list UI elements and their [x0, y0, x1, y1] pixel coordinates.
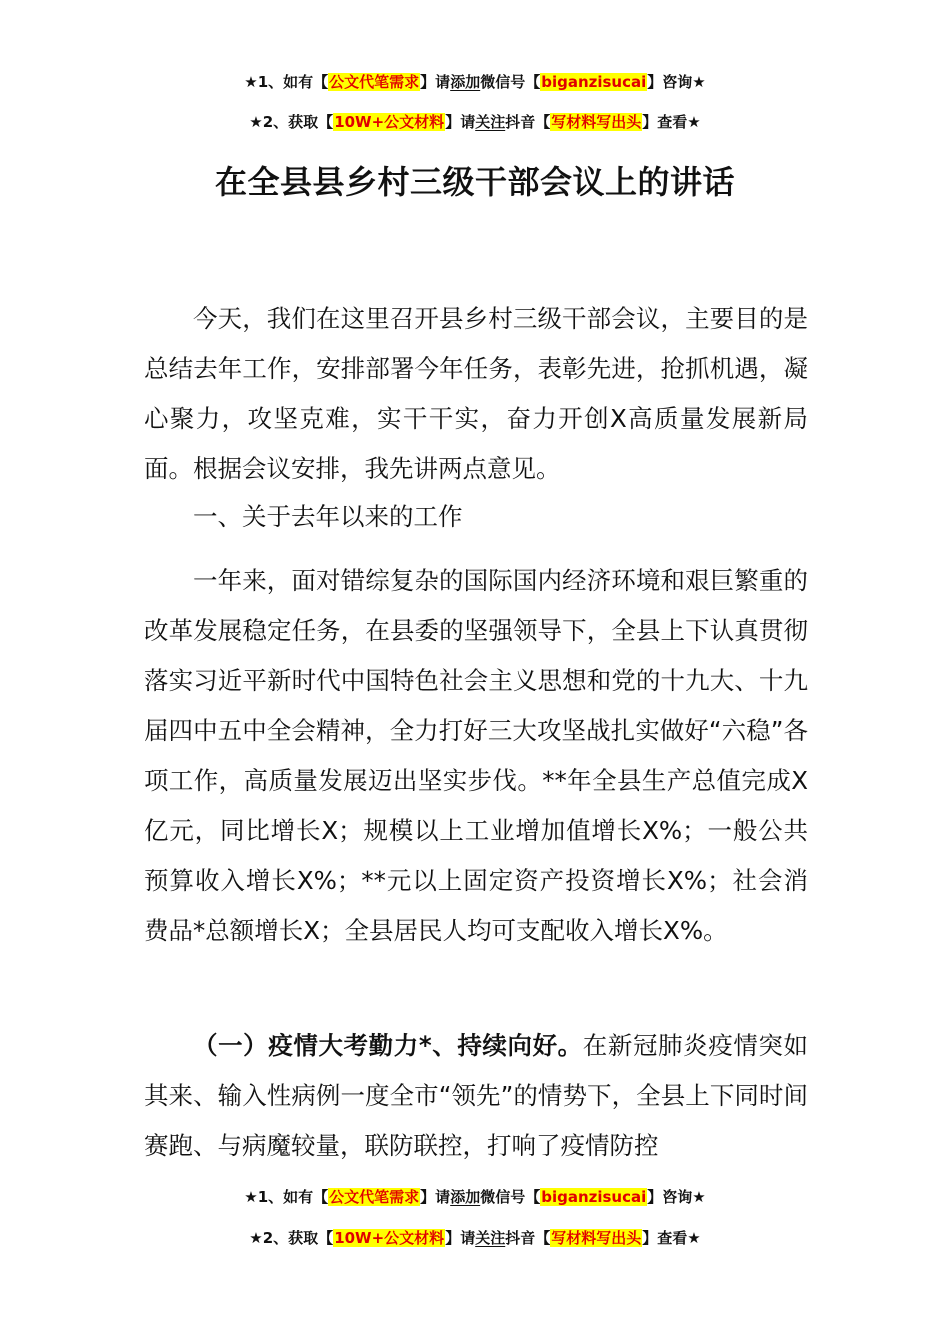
banner-text: 】请 [420, 73, 451, 91]
section-1-heading: 一、关于去年以来的工作 [193, 502, 463, 531]
intro-paragraph: 今天，我们在这里召开县乡村三级干部会议，主要目的是总结去年工作，安排部署今年任务，表彰先进，抢抓机遇，凝心聚力，攻坚克难，实干干实，奋力开创X高质量发展新局面。根据会议安排，我先讲两点意见。 [144, 304, 808, 483]
banner-highlight: 写材料写出头 [551, 113, 642, 131]
banner-highlight: 公文代笔需求 [329, 1188, 420, 1206]
bottom-banner-line-1 [0, 1187, 950, 1207]
banner-underline: 关注 [475, 1229, 506, 1247]
subsection-1-lead: （一）疫情大考勤力*、持续向好。 [193, 1031, 583, 1060]
subsection-1-paragraph [144, 1021, 808, 1171]
banner-highlight: 10W+公文材料 [334, 1229, 445, 1247]
banner-text: 微信号【 [480, 1188, 541, 1206]
banner-text: ★1、如有【 [244, 73, 329, 91]
banner-text: ★1、如有【 [244, 1188, 329, 1206]
banner-text: 】咨询★ [647, 1188, 706, 1206]
banner-highlight: biganzisucai [541, 73, 647, 91]
bottom-banner-line-2 [0, 1228, 950, 1248]
banner-highlight: biganzisucai [541, 1188, 647, 1206]
top-banner-line-2 [0, 112, 950, 132]
banner-text: 】咨询★ [647, 73, 706, 91]
subsection-1-body: 在新冠肺炎疫情突如其来、输入性病例一度全市“领先”的情势下，全县上下同时间赛跑、与病魔较量，联防联控，打响了疫情防控 [144, 1031, 809, 1160]
banner-highlight: 公文代笔需求 [329, 73, 420, 91]
banner-highlight: 写材料写出头 [551, 1229, 642, 1247]
banner-underline: 添加 [450, 73, 481, 91]
banner-text: 微信号【 [480, 73, 541, 91]
top-banner-line-1 [0, 72, 950, 92]
banner-text: 】请 [445, 113, 476, 131]
banner-text: 】查看★ [642, 1229, 701, 1247]
banner-text: 】查看★ [642, 113, 701, 131]
banner-text: 抖音【 [505, 1229, 551, 1247]
banner-text: 】请 [445, 1229, 476, 1247]
banner-text: 】请 [420, 1188, 451, 1206]
section-1-paragraph: 一年来，面对错综复杂的国际国内经济环境和艰巨繁重的改革发展稳定任务，在县委的坚强领导下，全县上下认真贯彻落实习近平新时代中国特色社会主义思想和党的十九大、十九届四中五中全会精神，全力打好三大攻坚战扎实做好“六稳”各项工作，高质量发展迈出坚实步伐。**年全县生产总值完成X亿元，同比增长X；规模以上工业增加值增长X%；一般公共预算收入增长X%；**元以上固定资产投资增长X%；社会消费品*总额增长X；全县居民人均可支配收入增长X%。 [144, 566, 808, 945]
banner-highlight: 10W+公文材料 [334, 113, 445, 131]
banner-text: ★2、获取【 [249, 1229, 334, 1247]
banner-text: ★2、获取【 [249, 113, 334, 131]
banner-text: 抖音【 [505, 113, 551, 131]
banner-underline: 关注 [475, 113, 506, 131]
banner-underline: 添加 [450, 1188, 481, 1206]
document-title: 在全县县乡村三级干部会议上的讲话 [214, 163, 735, 201]
